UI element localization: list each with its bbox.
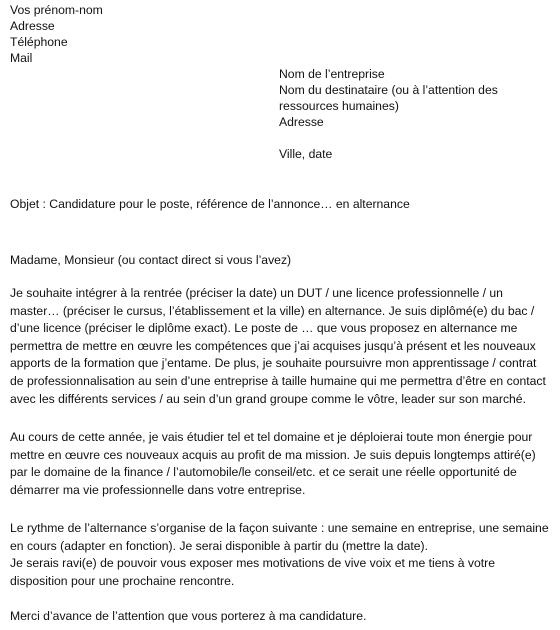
recipient-contact-line1: Nom du destinataire (ou à l’attention des (279, 83, 498, 97)
recipient-address: Adresse (279, 115, 324, 129)
recipient-contact-line2: ressources humaines) (279, 99, 399, 113)
sender-mail: Mail (10, 51, 33, 65)
paragraph-intro (10, 285, 550, 408)
paragraph-text: Merci d’avance de l’attention que vous porterez à ma candidature. (10, 609, 367, 623)
paragraph-text: Le rythme de l’alternance s’organise de la façon suivante : une semaine en entreprise, une semaine en cours (adapter en fonction). Je serai disponible à partir du (mettre la date). (10, 521, 549, 553)
paragraph-text: Je souhaite intégrer à la rentrée (préciser la date) un DUT / une licence professionnelle / un master… (préciser le cursus, l’établissement et la ville) en alternance. Je suis diplômé(e) du bac / d’une licence (préciser le diplôme exact). Le poste de … que vous proposez en alternance me permettra de mettre en œuvre les compétences que j’ai acquises jusqu’à présent et les nouveaux apports de la formation que j’entame. De plus, je souhaite poursuivre mon apprentissage / contrat de professionnalisation au sein d’une entreprise à taille humaine qui me permettra d’être en contact avec les différents services / au sein d’un grand groupe comme le vôtre, leader sur son marché. (10, 286, 546, 406)
paragraph-text: Je serais ravi(e) de pouvoir vous exposer mes motivations de vive voix et me tiens à votre disposition pour une prochaine rencontre. (10, 556, 496, 588)
sender-phone: Téléphone (10, 35, 68, 49)
letter-subject: Objet : Candidature pour le poste, référence de l’annonce… en alternance (10, 197, 410, 211)
paragraph-text: Au cours de cette année, je vais étudier tel et tel domaine et je déploierai toute mon énergie pour mettre en œuvre ces nouveaux acquis au profit de ma mission. Je suis depuis longtemps attiré(e) par le domaine de la finance / l’automobile/le conseil/etc. et ce serait une réelle opportunité de démarrer ma vie professionnelle dans votre entreprise. (10, 430, 536, 497)
recipient-company: Nom de l’entreprise (279, 67, 385, 81)
sender-name: Vos prénom-nom (10, 3, 103, 17)
recipient-city-date: Ville, date (279, 147, 333, 161)
letter-salutation: Madame, Monsieur (ou contact direct si vous l’avez) (10, 253, 292, 267)
paragraph-rhythm (10, 520, 550, 590)
paragraph-closing (10, 608, 550, 626)
paragraph-studies (10, 429, 550, 499)
sender-address: Adresse (10, 19, 55, 33)
